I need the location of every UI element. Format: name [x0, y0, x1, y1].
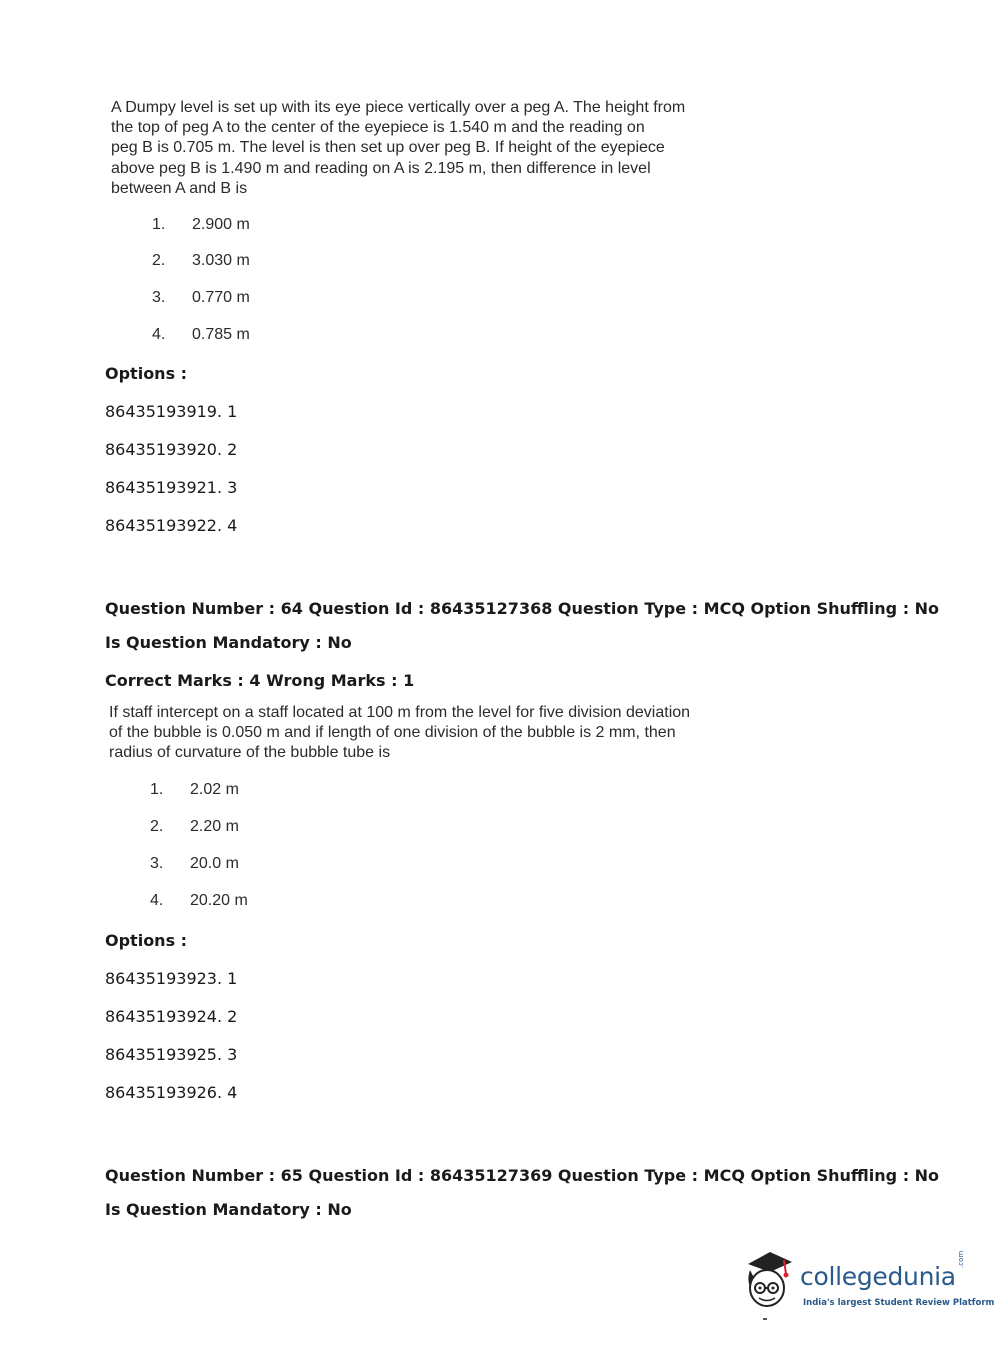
choice-value: 0.770 m — [192, 289, 250, 306]
question-63-options-label: Options : — [105, 364, 188, 383]
question-63-option-3: 86435193921. 3 — [105, 478, 238, 497]
question-65-mandatory: Is Question Mandatory : No — [105, 1200, 352, 1219]
question-64-text — [109, 703, 719, 764]
logo-wordmark: collegedunia — [800, 1262, 956, 1291]
question-64-meta: Question Number : 64 Question Id : 86435127368 Question Type : MCQ Option Shuffling : No — [105, 599, 940, 618]
choice-number: 3. — [152, 289, 166, 306]
question-64-option-1: 86435193923. 1 — [105, 969, 238, 988]
question-64-mandatory: Is Question Mandatory : No — [105, 633, 352, 652]
choice-number: 1. — [150, 781, 164, 798]
question-64-option-4: 86435193926. 4 — [105, 1083, 238, 1102]
question-63-line-5: between A and B is — [111, 179, 248, 197]
choice-value: 0.785 m — [192, 326, 250, 343]
question-64-option-2: 86435193924. 2 — [105, 1007, 238, 1026]
logo-underline — [763, 1318, 767, 1320]
choice-value: 2.02 m — [190, 781, 239, 798]
question-63-option-2: 86435193920. 2 — [105, 440, 238, 459]
question-63-line-2: the top of peg A to the center of the eyepiece is 1.540 m and the reading on — [111, 119, 645, 137]
question-63-line-1: A Dumpy level is set up with its eye piece vertically over a peg A. The height from — [111, 99, 686, 116]
question-64-options-label: Options : — [105, 931, 188, 950]
question-63-line-3: peg B is 0.705 m. The level is then set up over peg B. If height of the eyepiece — [111, 139, 665, 157]
choice-value: 20.20 m — [190, 892, 248, 909]
choice-value: 2.20 m — [190, 818, 239, 835]
question-64-line-3: radius of curvature of the bubble tube is — [109, 744, 391, 762]
choice-number: 3. — [150, 855, 164, 872]
question-64-option-3: 86435193925. 3 — [105, 1045, 238, 1064]
choice-number: 4. — [150, 892, 164, 909]
question-63-option-1: 86435193919. 1 — [105, 402, 238, 421]
question-63-option-4: 86435193922. 4 — [105, 516, 238, 535]
choice-number: 2. — [152, 252, 166, 269]
logo-com-suffix: .com — [957, 1250, 965, 1268]
choice-value: 3.030 m — [192, 252, 250, 269]
logo-tagline: India's largest Student Review Platform — [803, 1298, 995, 1308]
question-63-text — [111, 98, 718, 199]
choice-value: 20.0 m — [190, 855, 239, 872]
question-64-marks: Correct Marks : 4 Wrong Marks : 1 — [105, 671, 415, 690]
question-64-line-1: If staff intercept on a staff located at 100 m from the level for five division deviation — [109, 704, 691, 721]
choice-number: 1. — [152, 216, 166, 233]
question-64-line-2: of the bubble is 0.050 m and if length of one division of the bubble is 2 mm, then — [109, 724, 676, 742]
mascot-graduate-icon — [740, 1248, 800, 1318]
choice-value: 2.900 m — [192, 216, 250, 233]
choice-number: 4. — [152, 326, 166, 343]
question-65-meta: Question Number : 65 Question Id : 86435127369 Question Type : MCQ Option Shuffling : No — [105, 1166, 940, 1185]
question-63-line-4: above peg B is 1.490 m and reading on A is 2.195 m, then difference in level — [111, 159, 651, 177]
choice-number: 2. — [150, 818, 164, 835]
